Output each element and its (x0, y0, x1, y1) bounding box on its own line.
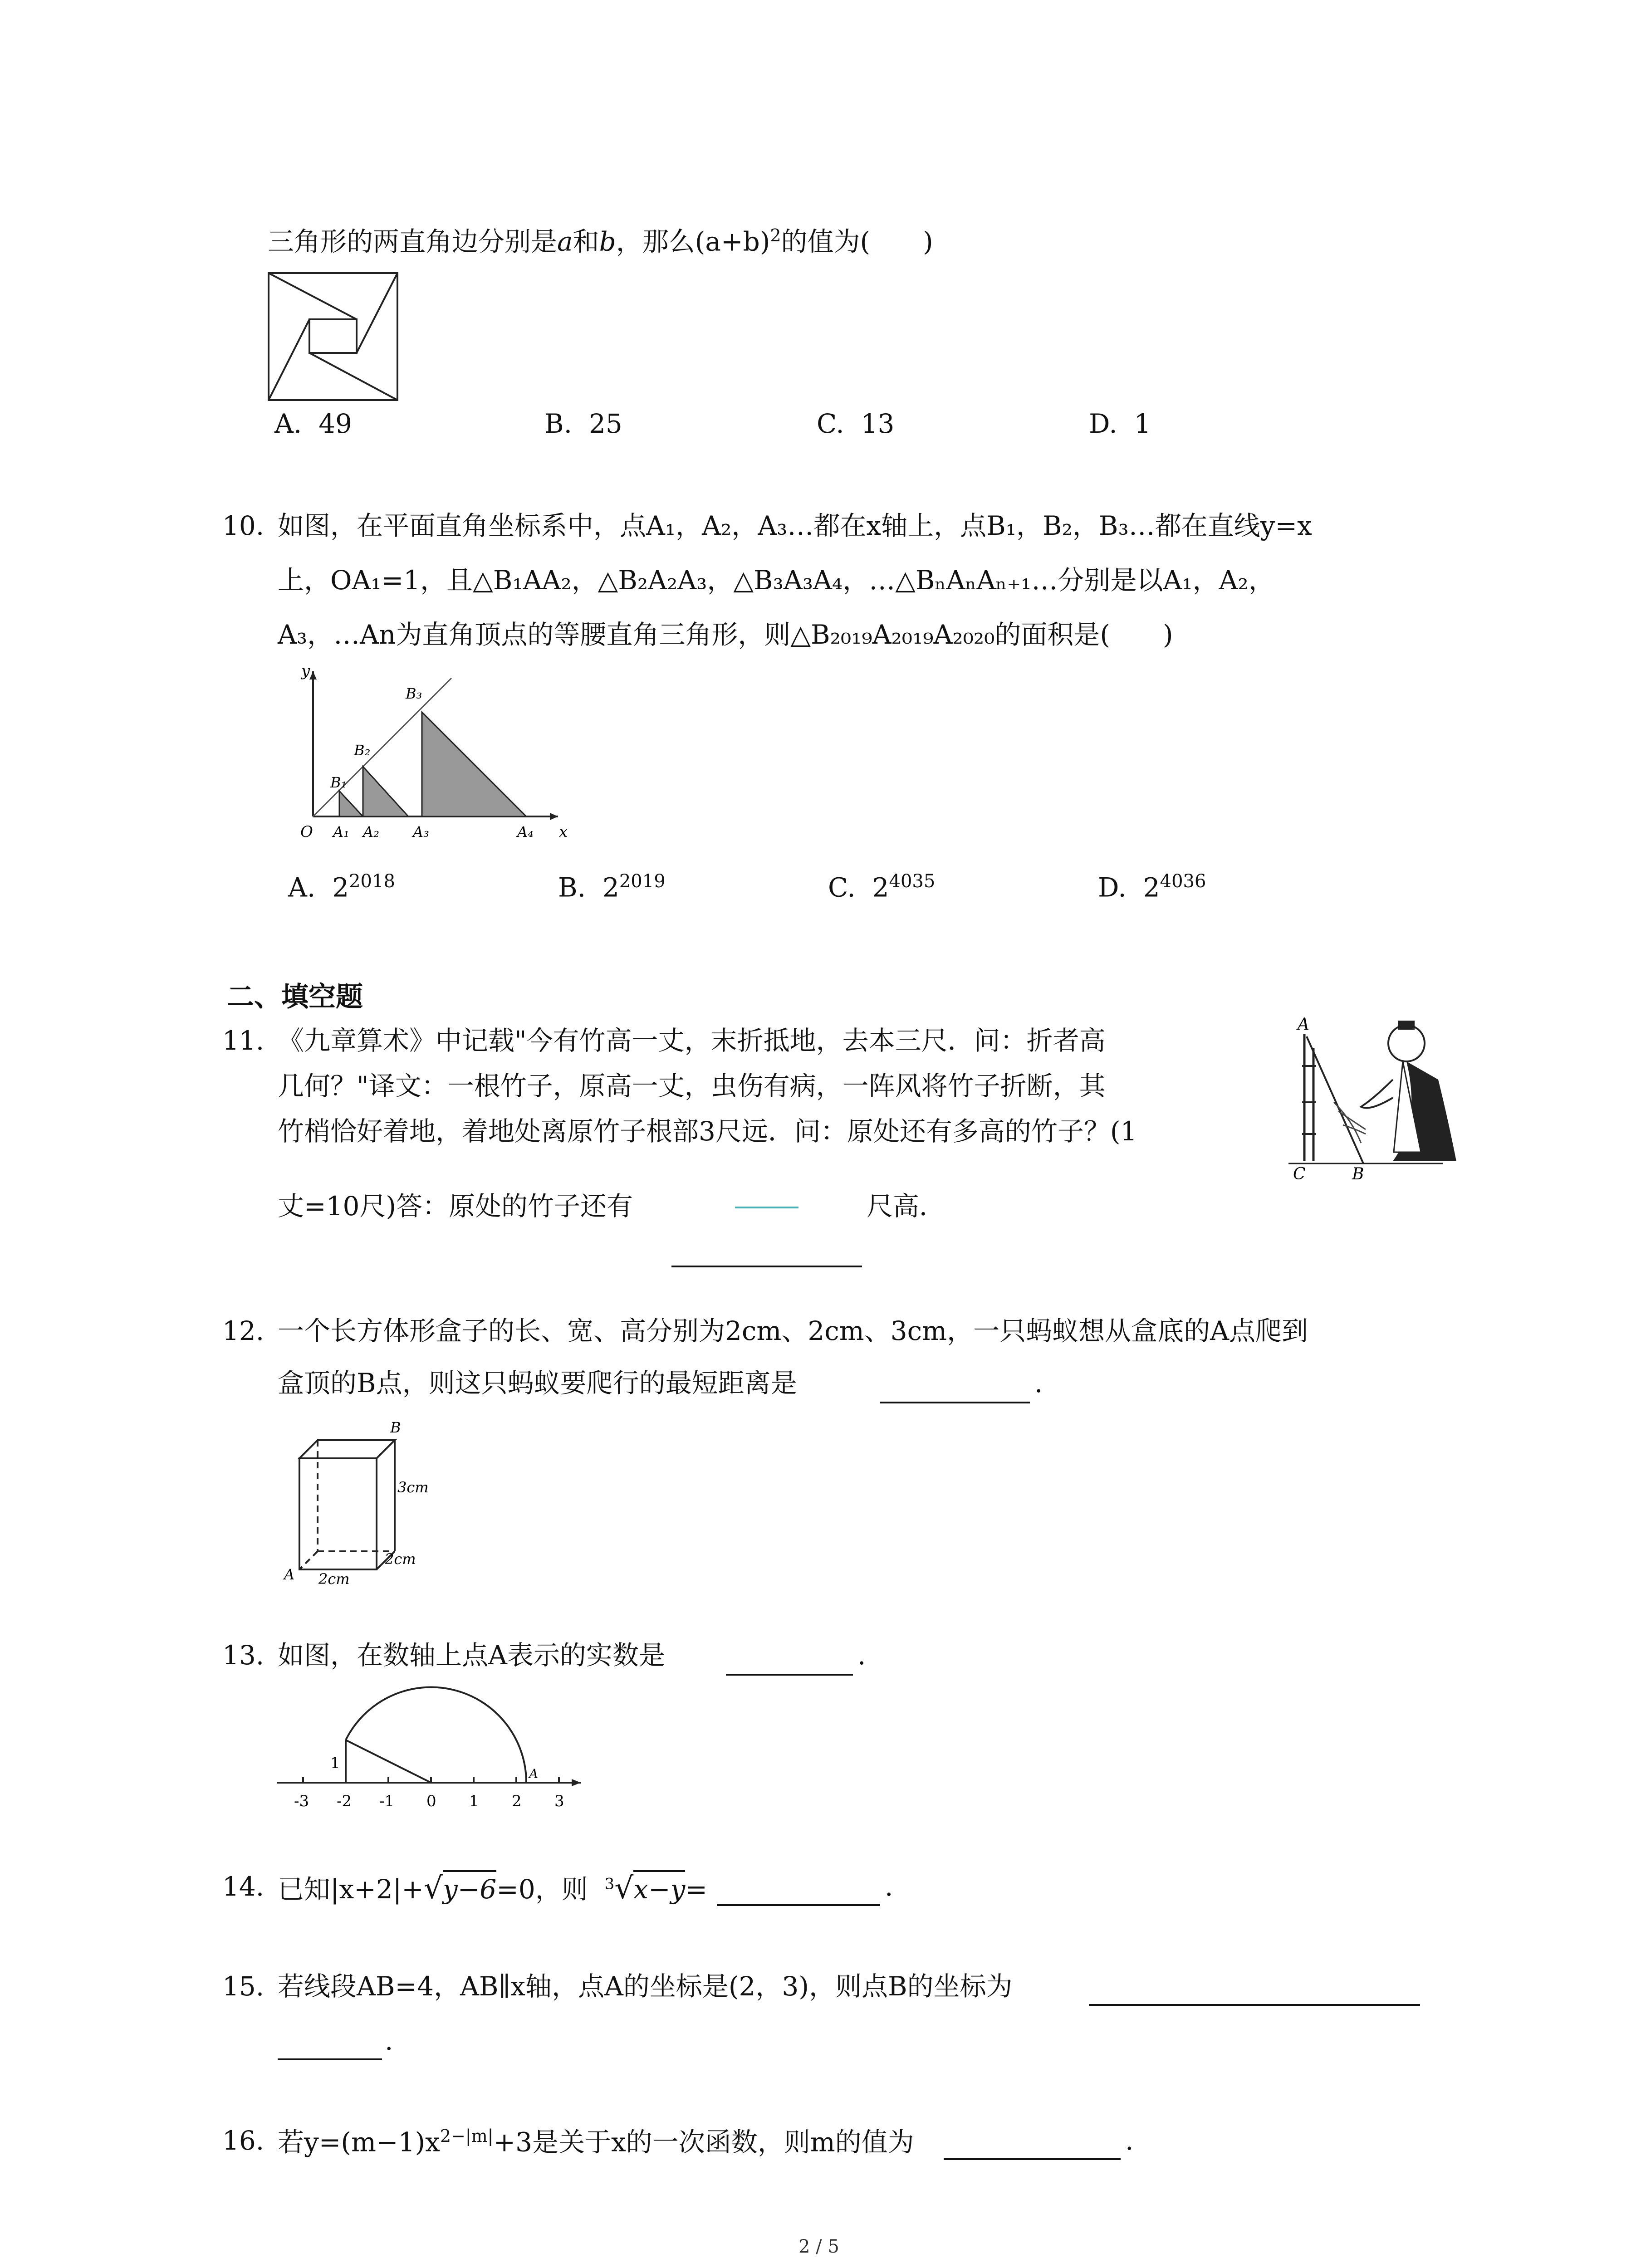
tick-label: 0 (426, 1792, 436, 1810)
q9-option-c[interactable]: C. 13 (817, 408, 895, 439)
q11-number: 11. (222, 1025, 265, 1056)
fig-label-height: 3cm (397, 1479, 429, 1496)
q11-line4: 丈=10尺)答：原处的竹子还有 (278, 1191, 633, 1222)
q10-option-c[interactable]: C. $2^{4035}$ (828, 871, 936, 903)
q9-option-a[interactable]: A. 49 (274, 408, 353, 439)
fig-label-a4: A₄ (517, 823, 534, 841)
q15-period: . (385, 2025, 393, 2056)
q9-figure (268, 272, 399, 401)
tick-label: 3 (554, 1792, 564, 1810)
tick-label: 2 (512, 1792, 522, 1810)
q10-figure (272, 662, 567, 844)
q15-number: 15. (222, 1971, 265, 2002)
fig-label-a: A (529, 1766, 539, 1781)
fig-label-y: y (301, 662, 310, 680)
fig-label-x: x (559, 823, 568, 841)
q10-option-d[interactable]: D. $2^{4036}$ (1098, 871, 1206, 903)
q11-line4-end: 尺高． (867, 1191, 946, 1222)
q9-stem: 三角形的两直角边分别是a和b，那么$(a+b)^2$的值为( ) (268, 225, 933, 257)
q9-option-b[interactable]: B. 25 (544, 408, 622, 439)
q14-period: . (885, 1871, 893, 1902)
q12-period: . (1034, 1368, 1043, 1398)
page-number: 2 / 5 (798, 2236, 839, 2257)
fig-label-a2: A₂ (363, 823, 379, 841)
q10-option-a[interactable]: A. $2^{2018}$ (288, 871, 395, 903)
fig-label-width: 2cm (385, 1550, 416, 1568)
fig-label-one: 1 (330, 1754, 340, 1772)
fig-label-b1: B₁ (330, 774, 347, 791)
tick-label: -2 (337, 1792, 352, 1810)
section-title: 二、填空题 (227, 981, 363, 1013)
q11-line3: 竹梢恰好着地，着地处离原竹子根部3尺远．问：原处还有多高的竹子？(1 (278, 1116, 1137, 1147)
q15-line1: 若线段AB=4，AB∥x轴，点A的坐标是(2，3)，则点B的坐标为 (278, 1971, 1013, 2002)
tick-label: 1 (469, 1792, 479, 1810)
q16-stem: 若$y=(m-1)x^{2-|m|}+3$是关于x的一次函数，则m的值为 (278, 2126, 914, 2158)
q12-figure (281, 1419, 431, 1588)
q15-answer-blank-2[interactable] (278, 2058, 382, 2060)
q12-number: 12. (222, 1315, 265, 1346)
q10-line1: 如图，在平面直角坐标系中，点A₁，A₂，A₃…都在x轴上，点B₁，B₂，B₃…都在直线y=x (278, 510, 1312, 541)
q11-line1: 《九章算术》中记载"今有竹高一丈，末折抵地，去本三尺．问：折者高 (278, 1025, 1106, 1056)
q10-line2: 上，OA₁=1，且△B₁AA₂，△B₂A₂A₃，△B₃A₃A₄，…△BₙAₙAₙ₊₁…分别是以A₁，A₂， (278, 565, 1275, 596)
fig-label-b3: B₃ (406, 685, 422, 702)
q11-answer-mark (735, 1207, 798, 1208)
q11-answer-blank[interactable] (671, 1266, 862, 1267)
fig-label-a3: A₃ (413, 823, 429, 841)
fig-label-a1: A₁ (333, 823, 349, 841)
fig-label-c: C (1293, 1165, 1306, 1183)
q12-answer-blank[interactable] (880, 1402, 1030, 1403)
tick-label: -3 (294, 1792, 309, 1810)
fig-label-length: 2cm (318, 1570, 350, 1588)
q13-answer-blank[interactable] (726, 1674, 853, 1676)
q10-line3: A₃，…An为直角顶点的等腰直角三角形，则△B₂₀₁₉A₂₀₁₉A₂₀₂₀的面积是( ) (278, 619, 1173, 650)
fig-label-a: A (1298, 1015, 1309, 1034)
q14-stem: 已知|x+2|+√y−6=0，则 $^3$√x−y= (278, 1871, 707, 1906)
q13-figure (272, 1687, 590, 1819)
fig-label-o: O (300, 823, 313, 841)
q12-line1: 一个长方体形盒子的长、宽、高分别为2cm、2cm、3cm，一只蚂蚁想从盒底的A点爬到 (278, 1315, 1308, 1346)
q13-number: 13. (222, 1640, 265, 1671)
fig-label-b: B (390, 1419, 401, 1436)
fig-label-a: A (284, 1566, 295, 1583)
q16-answer-blank[interactable] (944, 2158, 1121, 2160)
fig-label-b: B (1352, 1165, 1364, 1183)
q14-answer-blank[interactable] (717, 1904, 880, 1906)
q11-figure (1279, 1012, 1452, 1184)
q9-option-d[interactable]: D. 1 (1089, 408, 1151, 439)
tick-label: -1 (379, 1792, 395, 1810)
q16-number: 16. (222, 2125, 265, 2156)
q11-line2: 几何？"译文：一根竹子，原高一丈，虫伤有病，一阵风将竹子折断，其 (278, 1070, 1106, 1101)
q10-number: 10. (222, 510, 265, 541)
q12-line2: 盒顶的B点，则这只蚂蚁要爬行的最短距离是 (278, 1368, 797, 1398)
q15-answer-blank-1[interactable] (1089, 2004, 1420, 2006)
q13-stem: 如图，在数轴上点A表示的实数是 (278, 1640, 665, 1671)
q14-number: 14. (222, 1871, 265, 1902)
fig-label-b2: B₂ (354, 742, 371, 759)
q10-option-b[interactable]: B. $2^{2019}$ (558, 871, 666, 903)
q16-period: . (1125, 2125, 1134, 2156)
q13-period: . (857, 1640, 866, 1671)
